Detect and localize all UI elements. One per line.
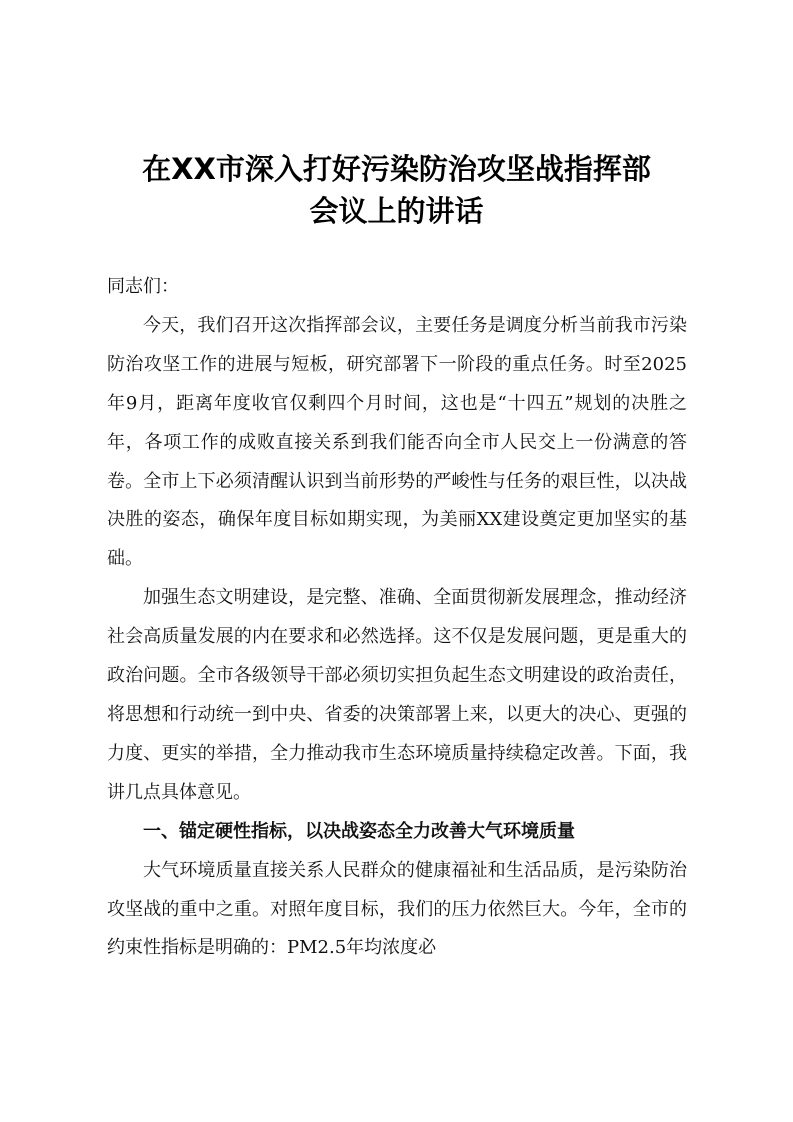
document-title-line-2: 会议上的讲话 bbox=[309, 194, 484, 228]
document-body bbox=[107, 268, 687, 968]
document-title-line-1: 在XX市深入打好污染防治攻坚战指挥部 bbox=[142, 152, 651, 186]
body-paragraph-2: 加强生态文明建设，是完整、准确、全面贯彻新发展理念，推动经济社会高质量发展的内在要求和必然选择。这不仅是发展问题，更是重大的政治问题。全市各级领导干部必须切实担负起生态文明建设的政治责任，将思想和行动统一到中央、省委的决策部署上来，以更大的决心、更强的力度、更实的举措，全力推动我市生态环境质量持续稳定改善。下面，我讲几点具体意见。 bbox=[107, 587, 687, 803]
salutation: 同志们： bbox=[107, 276, 179, 297]
section-heading-1: 一、锚定硬性指标，以决战姿态全力改善大气环境质量 bbox=[143, 820, 575, 842]
body-paragraph-1: 今天，我们召开这次指挥部会议，主要任务是调度分析当前我市污染防治攻坚工作的进展与短板，研究部署下一阶段的重点任务。时至2025年9月，距离年度收官仅剩四个月时间，这也是“十四五”规划的决胜之年，各项工作的成败直接关系到我们能否向全市人民交上一份满意的答卷。全市上下必须清醒认识到当前形势的严峻性与任务的艰巨性，以决战决胜的姿态，确保年度目标如期实现，为美丽XX建设奠定更加坚实的基础。 bbox=[107, 314, 687, 570]
section-1-paragraph: 大气环境质量直接关系人民群众的健康福祉和生活品质，是污染防治攻坚战的重中之重。对照年度目标，我们的压力依然巨大。今年，全市的约束性指标是明确的：PM2.5年均浓度必 bbox=[107, 859, 687, 959]
